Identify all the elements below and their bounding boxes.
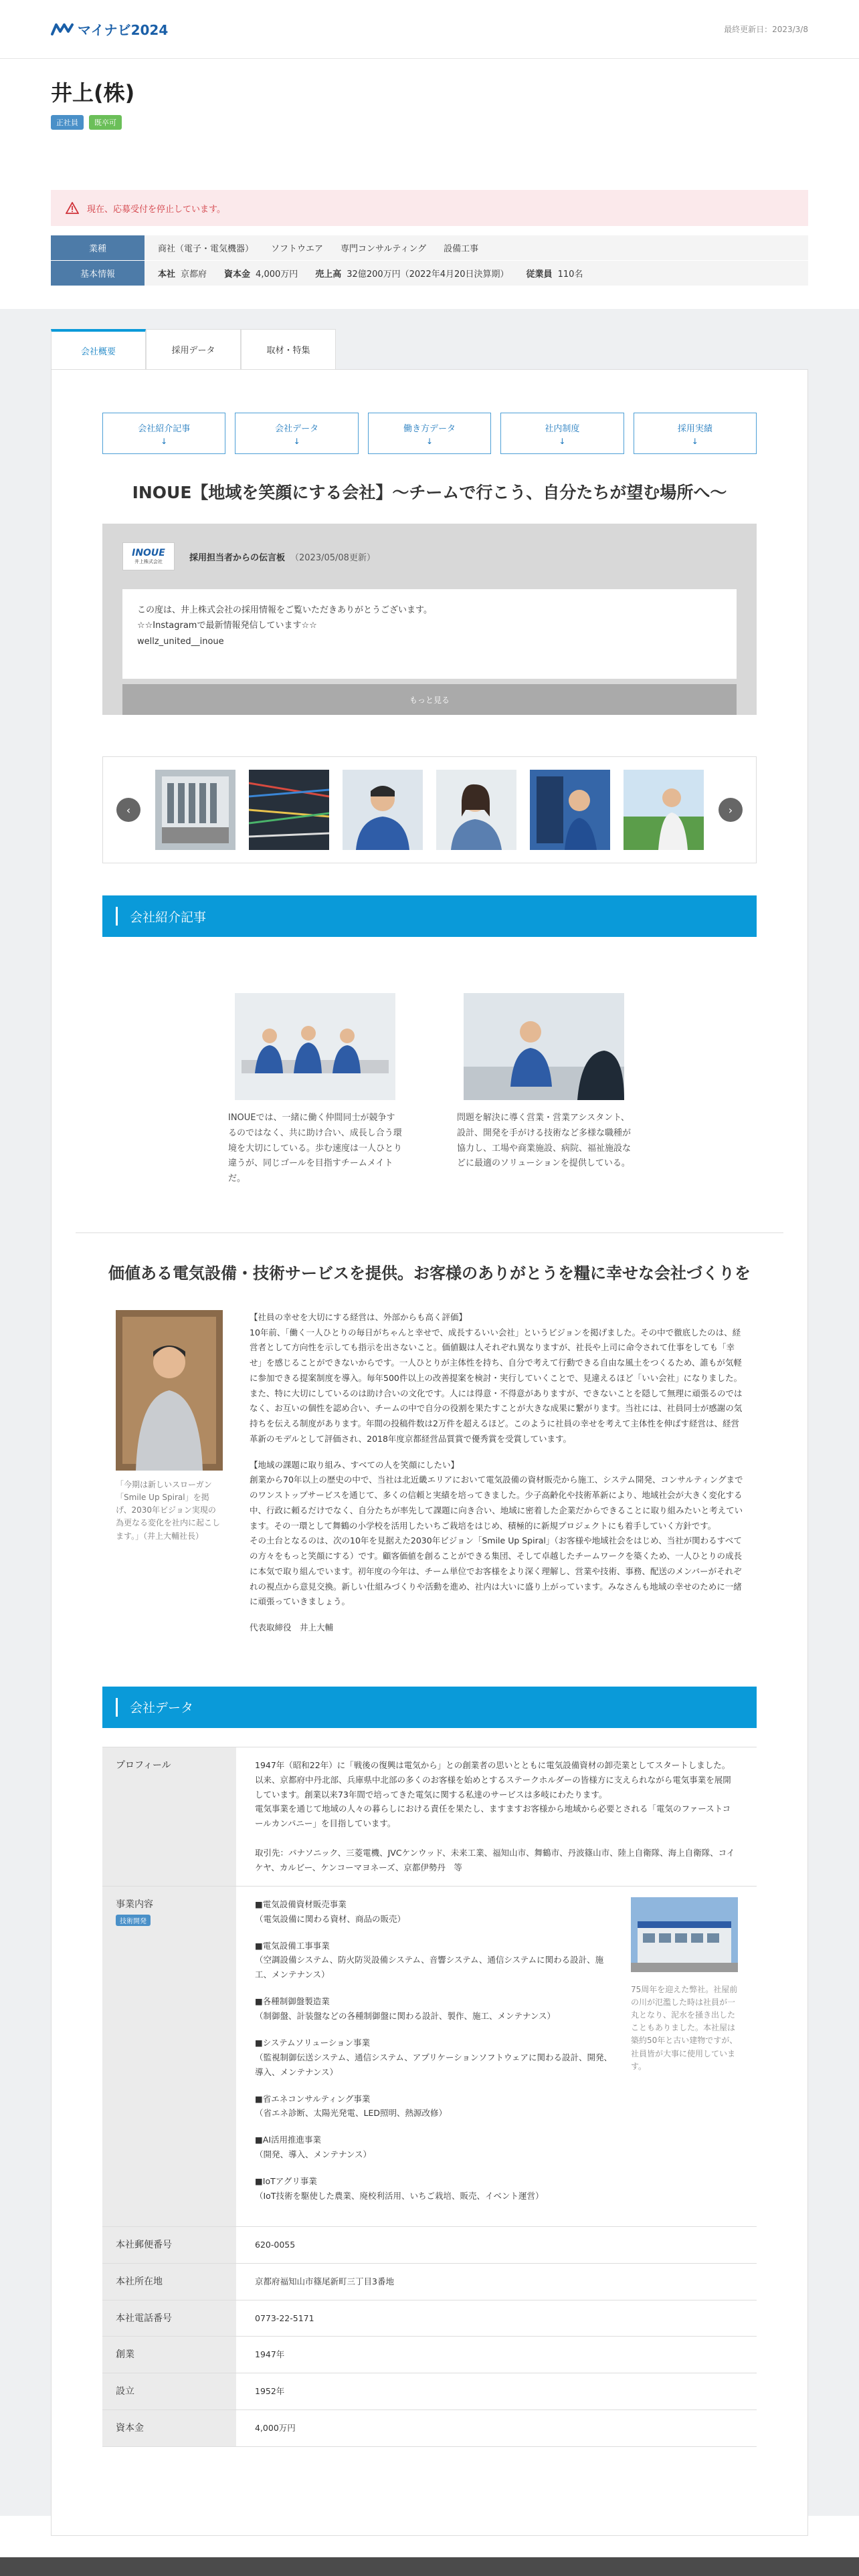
row-label: 本社電話番号	[102, 2300, 236, 2337]
president-caption: 「今期は新しいスローガン「Smile Up Spiral」を掲げ、2030年ビジョン実現の為更なる変化を社内に起こします。」（井上大輔社長）	[116, 1479, 221, 1541]
business-item: ■電気設備工事事業 （空調設備システム、防火防災設備システム、音響システム、通信システムに関わる設計、施工、メンテナンス）	[255, 1940, 604, 1980]
row-label: 本社郵便番号	[102, 2227, 236, 2263]
anchor-hiring-record[interactable]: 採用実績 ↓	[634, 413, 757, 454]
message-line: この度は、井上株式会社の採用情報をご覧いただきありがとうございます。	[137, 605, 432, 615]
section-title: 会社データ	[130, 1701, 194, 1716]
article-card[interactable]	[457, 993, 631, 1187]
bottom-bar	[0, 2557, 859, 2576]
gallery-next-button[interactable]: ›	[719, 798, 743, 822]
hq-info: 本社 京都府	[158, 270, 207, 280]
show-more-button[interactable]: もっと見る	[122, 684, 737, 715]
message-line: wellz_united__inoue	[137, 636, 224, 647]
company-data-table	[102, 1747, 757, 2447]
business-item: ■各種制御盤製造業 （制御盤、計装盤などの各種制御盤に関わる設計、製作、施工、メンテナンス）	[255, 1996, 556, 2021]
feature-signature: 代表取締役 井上大輔	[250, 1622, 334, 1632]
down-arrow-icon: ↓	[293, 436, 300, 446]
row-value: 0773-22-5171	[255, 2313, 314, 2323]
business-item: ■IoTアグリ事業 （IoT技術を駆使した農業、廃校利活用、いちご栽培、販売、イベント運営）	[255, 2176, 544, 2201]
industry-values	[145, 235, 808, 260]
business-side	[631, 1897, 738, 2216]
gallery-photo-farm[interactable]	[624, 770, 704, 850]
section-divider	[76, 1232, 783, 1233]
row-value: 4,000万円	[255, 2423, 296, 2434]
gallery-photo-wiring[interactable]	[249, 770, 329, 850]
anchor-internal-systems[interactable]: 社内制度 ↓	[500, 413, 624, 454]
tag-graduate-ok: 既卒可	[89, 115, 122, 130]
gallery-photo-technician[interactable]	[530, 770, 610, 850]
notice-text: 現在、応募受付を停止しています。	[87, 204, 225, 215]
anchor-work-style[interactable]: 働き方データ ↓	[368, 413, 491, 454]
basic-info-label: 基本情報	[51, 261, 145, 286]
site-header	[0, 0, 859, 59]
feature-side	[116, 1310, 223, 1646]
established-row	[102, 2373, 757, 2410]
anchor-company-data[interactable]: 会社データ ↓	[235, 413, 358, 454]
row-value: 1947年	[255, 2349, 285, 2360]
business-list	[255, 1897, 613, 2216]
tech-dev-tag: 技術開発	[116, 1915, 151, 1926]
business-row	[102, 1887, 757, 2227]
article-summary: INOUEでは、一緒に働く仲間同士が競争するのではなく、共に助け合い、成長し合う環境を大切にしている。歩む速度は一人ひとり違うが、同じゴールを目指すチームメイトだ。	[228, 1113, 403, 1184]
tab-company-overview[interactable]: 会社概要	[51, 329, 146, 369]
company-header	[0, 59, 859, 130]
business-item: ■電気設備資材販売事業 （電気設備に関わる資材、商品の販売）	[255, 1899, 406, 1924]
headquarters-photo	[631, 1897, 738, 1972]
profile-row	[102, 1747, 757, 1887]
business-item: ■システムソリューション事業 （監視制御伝送システム、通信システム、アプリケーションソフトウェアに関わる設計、開発、導入、メンテナンス）	[255, 2037, 613, 2077]
row-label: 設立	[102, 2373, 236, 2409]
gallery-photo-control-panel[interactable]	[155, 770, 235, 850]
application-closed-notice	[51, 190, 808, 226]
industry-item: ソフトウエア	[271, 244, 324, 254]
brand-label: マイナビ2024	[78, 22, 169, 38]
warning-icon	[66, 202, 79, 214]
feature-paragraph: 【地域の課題に取り組み、すべての人を笑顔にしたい】 創業から70年以上の歴史の中で、当社は北近畿エリアにおいて電気設備の資材販売から施工、システム開発、コンサルティングまでのワンストップサービスを通じて、多くの信頼と実績を培ってきました。少子高齢化や技術革新により、地域社会が大きく変化する中、行政に頼るだけでなく、自分たちが率先して課題に向き合い、地域に密着した企業だからできることに取り組みたいと考えています。その一環として舞鶴の小学校を活用したいちご栽培をはじめ、積極的に新規プロジェクトにも着手していく方針です。 その土台となるのは、次の10年を見据えた2030年ビジョン「Smile Up Spiral」（お客様や地域社会をはじめ、当社が関わるすべての方々をもっと笑顔にする）です。顧客価値を創ることができる集団、そして卓越したチームワークを築くため、一人ひとりの成長に本気で取り組んでいます。初年度の今年は、チーム単位でお客様をより深く理解し、営業や技術、事務、配送のメンバーがそれぞれの視点から意見交換。新しい仕組みづくりや活動を進め、社内は大いに盛り上がっています。みなさんも地域の幸せのために一緒に頑張っていきましょう。	[250, 1459, 743, 1607]
tag-fulltime: 正社員	[51, 115, 84, 130]
feature-paragraph: 【社員の幸せを大切にする経営は、外部からも高く評価】 10年前、「働く一人ひとりの毎日がちゃんと幸せで、成長するいい会社」というビジョンを掲げました。その中で徹底したのは、経営者として方向性を示しても指示を出さないこと。価値観は人それぞれ異なりますが、社長や上司に命令されて仕事をしても「幸せ」を感じることができないからです。一人ひとりが主体性を持ち、自分で考えて行動できる自由な風土をつくるため、誰もが気軽に参加できる提案制度を導入。毎年500件以上の改善提案を検討・実行していくことで、見違えるほど「いい会社」になりました。 また、特に大切にしているのは助け合いの文化です。人には得意・不得意がありますが、できないことを隠して無理に頑張るのではなく、お互いの個性を認め合い、チームの中で自分の役割を果たすことが大きな成果に繋がります。当社には、社員同士が感謝の気持ちを伝える制度があります。年間の投稿件数は2万件を超えるほど。このように社員の幸せを考えて主体性を伸ばす経営は、経営革新のモデルとして評価され、2018年度京都経営品質賞で優秀賞を受賞しています。	[250, 1311, 743, 1444]
message-title: 採用担当者からの伝言板 （2023/05/08更新）	[189, 552, 375, 563]
row-label: 創業	[102, 2337, 236, 2373]
basic-info-values	[145, 261, 808, 286]
headquarters-caption: 75周年を迎えた弊社。社屋前の川が氾濫した時は社員が一丸となり、泥水を掻き出したこともありました。本社屋は築約50年と古い建物ですが、社員皆が大事に使用しています。	[631, 1984, 738, 2071]
tab-features[interactable]: 取材・特集	[241, 329, 336, 369]
section-company-data	[102, 1687, 757, 1728]
capital-info: 資本金 4,000万円	[224, 270, 298, 280]
gallery-photo-engineer[interactable]	[343, 770, 423, 850]
gallery-thumbnails	[153, 770, 706, 850]
industry-item: 専門コンサルティング	[341, 244, 427, 254]
message-body	[122, 589, 737, 679]
message-line: ☆☆Instagramで最新情報発信しています☆☆	[137, 621, 317, 631]
row-label: 資本金	[102, 2410, 236, 2446]
article-summary: 問題を解決に導く営業・営業アシスタント、設計、開発を手がける技術など多様な職種が協力し、工場や商業施設、病院、福祉施設などに最適のソリューションを提供している。	[457, 1113, 632, 1169]
article-list	[102, 993, 757, 1187]
profile-text: 1947年（昭和22年）に「戦後の復興は電気から」との創業者の思いとともに電気設備資材の卸売業としてスタートしました。以来、京都府中丹北部、兵庫県中北部の多くのお客様を始めとするステークホルダーの皆様方に支えられながら電気事業を展開しています。創業以来73年間で培ってきた電気に関する私達のサービスは多岐にわたります。 電気事業を通じて地域の人々の暮らしにおける責任を果たし、ますますお客様から地域から必要とされる「電気のファーストコールカンパニー」を目指しています。 取引先：パナソニック、三菱電機、JVCケンウッド、未来工業、福知山市、舞鶴市、丹波篠山市、陸上自衛隊、海上自衛隊、コイケヤ、カルビー、ケンコーマヨネーズ、京都伊勢丹 等	[255, 1759, 735, 1872]
anchor-company-articles[interactable]: 会社紹介記事 ↓	[102, 413, 225, 454]
row-value: 1952年	[255, 2386, 285, 2397]
employees-info: 従業員 110名	[526, 270, 583, 280]
content-area	[0, 309, 859, 2516]
mynavi-logo[interactable]	[51, 19, 168, 39]
sales-info: 売上高 32億200万円（2022年4月20日決算期）	[315, 270, 509, 280]
row-label: 事業内容 技術開発	[102, 1887, 236, 2226]
inoue-logo: INOUE 井上株式会社	[122, 542, 175, 570]
mynavi-logo-icon	[51, 22, 74, 37]
business-item: ■省エネコンサルティング事業 （省エネ診断、太陽光発電、LED照明、熱源改修）	[255, 2093, 447, 2119]
basic-info-row	[51, 261, 808, 286]
article-card[interactable]	[228, 993, 402, 1187]
feature-body	[250, 1310, 743, 1646]
down-arrow-icon: ↓	[425, 436, 434, 446]
article-photo-consultation	[464, 993, 624, 1100]
feature-article	[102, 1310, 757, 1646]
row-label: プロフィール	[102, 1747, 236, 1886]
industry-row	[51, 235, 808, 261]
down-arrow-icon: ↓	[559, 436, 566, 446]
recruiter-message-board	[102, 524, 757, 715]
industry-label: 業種	[51, 235, 145, 260]
article-photo-team-meeting	[235, 993, 395, 1100]
section-accent	[116, 1698, 118, 1717]
tab-bar	[51, 329, 808, 369]
last-updated: 最終更新日：2023/3/8	[724, 25, 808, 34]
row-label: 本社所在地	[102, 2264, 236, 2300]
phone-row	[102, 2300, 757, 2337]
row-value: 京都府福知山市篠尾新町三丁目3番地	[255, 2276, 394, 2286]
feature-heading: 価値ある電気設備・技術サービスを提供。お客様のありがとうを糧に幸せな会社づくりを	[108, 1263, 751, 1283]
overview-panel	[51, 369, 808, 2536]
row-value: 620-0055	[255, 2239, 296, 2250]
photo-gallery	[102, 756, 757, 863]
message-date: （2023/05/08更新）	[290, 552, 375, 563]
gallery-prev-button[interactable]: ‹	[116, 798, 140, 822]
company-catchphrase: INOUE【地域を笑顔にする会社】〜チームで行こう、自分たちが望む場所へ〜	[132, 483, 727, 502]
postal-row	[102, 2227, 757, 2264]
company-tags	[51, 115, 808, 130]
down-arrow-icon: ↓	[691, 436, 698, 446]
message-header	[122, 542, 737, 570]
section-title: 会社紹介記事	[130, 909, 207, 925]
industry-item: 設備工事	[444, 244, 479, 254]
tab-recruit-data[interactable]: 採用データ	[146, 329, 241, 369]
address-row	[102, 2264, 757, 2300]
industry-item: 商社（電子・電気機器）	[158, 244, 254, 254]
section-company-articles	[102, 895, 757, 937]
president-photo	[116, 1310, 223, 1471]
down-arrow-icon: ↓	[161, 436, 168, 446]
company-name: 井上(株)	[51, 80, 135, 106]
business-item: ■AI活用推進事業 （開発、導入、メンテナンス）	[255, 2135, 372, 2160]
founded-row	[102, 2337, 757, 2373]
anchor-links	[102, 413, 757, 454]
business-content	[236, 1887, 757, 2226]
section-accent	[116, 907, 118, 926]
company-info-table	[51, 235, 808, 286]
capital-row	[102, 2410, 757, 2447]
gallery-photo-office-staff[interactable]	[436, 770, 516, 850]
